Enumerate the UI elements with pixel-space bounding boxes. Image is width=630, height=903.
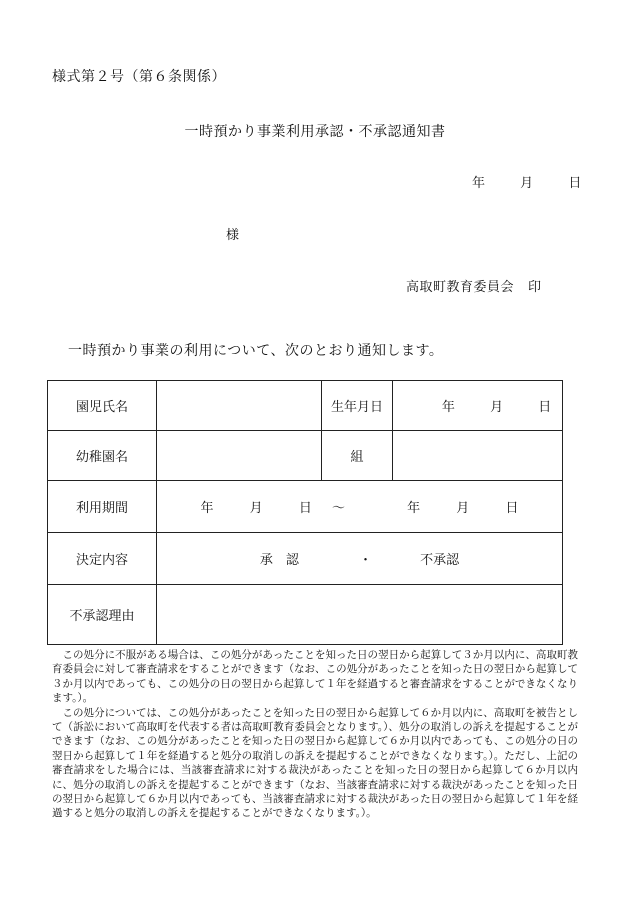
birthdate-day-label: 日 bbox=[538, 400, 552, 415]
period-field[interactable] bbox=[157, 481, 563, 533]
child-name-label: 園児氏名 bbox=[48, 381, 157, 431]
table-row-period bbox=[48, 481, 563, 533]
period-to-month-label: 月 bbox=[456, 501, 470, 516]
decision-label: 決定内容 bbox=[48, 533, 157, 585]
addressee-suffix: 様 bbox=[226, 228, 240, 243]
kindergarten-field[interactable] bbox=[157, 431, 322, 481]
table-row-reason bbox=[48, 585, 563, 645]
info-table bbox=[47, 380, 563, 645]
birthdate-label: 生年月日 bbox=[322, 381, 393, 431]
intro-text: 一時預かり事業の利用について、次のとおり通知します。 bbox=[68, 343, 444, 359]
issuer-name: 高取町教育委員会 bbox=[406, 280, 515, 295]
decision-field bbox=[157, 533, 563, 585]
table-row-decision bbox=[48, 533, 563, 585]
date-day-label: 日 bbox=[568, 176, 582, 191]
notice-paragraph-review: この処分に不服がある場合は、この処分があったことを知った日の翌日から起算して３か月以内に、高取町教育委員会に対して審査請求をすることができます（なお、この処分があったことを知った日の翌日から起算して３か月以内であっても、この処分の日の翌日から起算して１年を経過すると審査請求をすることができなくなります。）。 bbox=[52, 649, 578, 705]
issuer bbox=[406, 276, 542, 295]
rejection-reason-label: 不承認理由 bbox=[48, 585, 157, 645]
form-number: 様式第２号（第６条関係） bbox=[52, 69, 226, 85]
appeal-notice bbox=[52, 648, 578, 821]
period-to-year-label: 年 bbox=[407, 501, 421, 516]
period-label: 利用期間 bbox=[48, 481, 157, 533]
notice-paragraph-lawsuit: この処分については、この処分があったことを知った日の翌日から起算して６か月以内に、高取町を被告として（訴訟において高取町を代表する者は高取町教育委員会となります。）、処分の取消しの訴えを提起することができます（なお、この処分があったことを知った日の翌日から起算して６か月以内であっても、この処分の日の翌日から起算して１年を経過すると処分の取消しの訴えを提起することができなくなります。）。ただし、上記の審査請求をした場合には、当該審査請求に対する裁決があったことを知った日の翌日から起算して６か月以内に、処分の取消しの訴えを提起することができます（なお、当該審査請求に対する裁決があったことを知った日の翌日から起算して６か月以内であっても、当該審査請求に対する裁決があった日の翌日から起算して１年を経過すると処分の取消しの訴えを提起することができなくなります。）。 bbox=[52, 706, 578, 820]
date-month-label: 月 bbox=[520, 176, 534, 191]
date-year-label: 年 bbox=[472, 176, 486, 191]
class-field[interactable] bbox=[393, 431, 563, 481]
decision-approve-option[interactable]: 承 認 bbox=[259, 553, 299, 568]
table-row-child-name bbox=[48, 381, 563, 431]
kindergarten-label: 幼稚園名 bbox=[48, 431, 157, 481]
period-from-year-label: 年 bbox=[200, 501, 214, 516]
period-tilde: ～ bbox=[331, 501, 345, 516]
decision-separator: ・ bbox=[358, 553, 372, 568]
table-row-kindergarten bbox=[48, 431, 563, 481]
issue-date bbox=[472, 172, 581, 191]
seal-mark: 印 bbox=[528, 280, 542, 295]
decision-reject-option[interactable]: 不承認 bbox=[420, 553, 460, 568]
birthdate-year-label: 年 bbox=[441, 400, 455, 415]
class-label: 組 bbox=[322, 431, 393, 481]
birthdate-month-label: 月 bbox=[490, 400, 504, 415]
child-name-field[interactable] bbox=[157, 381, 322, 431]
period-from-day-label: 日 bbox=[298, 501, 312, 516]
document-title: 一時預かり事業利用承認・不承認通知書 bbox=[184, 124, 446, 140]
rejection-reason-field[interactable] bbox=[157, 585, 563, 645]
birthdate-field[interactable] bbox=[393, 381, 563, 431]
period-to-day-label: 日 bbox=[505, 501, 519, 516]
period-from-month-label: 月 bbox=[249, 501, 263, 516]
